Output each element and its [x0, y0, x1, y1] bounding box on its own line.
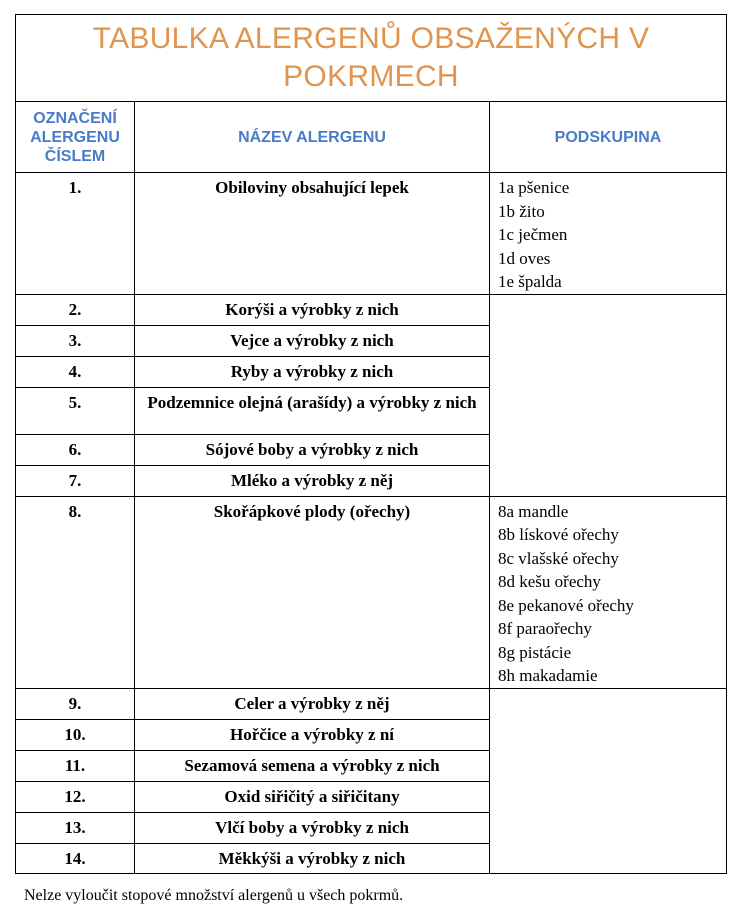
allergen-number: 5. — [16, 387, 135, 434]
allergen-number: 4. — [16, 356, 135, 387]
footnote: Nelze vyloučit stopové množství alergenů u všech pokrmů. — [24, 887, 404, 904]
allergen-name: Ryby a výrobky z nich — [135, 356, 490, 387]
header-number: OZNAČENÍ ALERGENU ČÍSLEM — [16, 102, 135, 173]
subgroup-item: 8c vlašské ořechy — [498, 548, 619, 568]
allergen-name: Sezamová semena a výrobky z nich — [135, 750, 490, 781]
allergen-number: 8. — [16, 496, 135, 688]
allergen-number: 9. — [16, 688, 135, 719]
allergen-name: Mléko a výrobky z něj — [135, 465, 490, 496]
header-name: NÁZEV ALERGENU — [135, 102, 490, 173]
table-row — [16, 496, 727, 688]
subgroup-item: 8a mandle — [498, 501, 569, 521]
subgroup-item: 8e pekanové ořechy — [498, 595, 634, 615]
subgroup-item: 8b lískové ořechy — [498, 525, 619, 544]
header-subgroup: PODSKUPINA — [490, 102, 727, 173]
allergen-number: 14. — [16, 843, 135, 873]
allergen-number: 3. — [16, 325, 135, 356]
subgroup-list — [490, 173, 727, 295]
subgroup-item: 1a pšenice — [498, 178, 570, 197]
allergen-name: Podzemnice olejná (arašídy) a výrobky z nich — [135, 387, 490, 434]
subgroup-item: 8f paraořechy — [498, 619, 592, 638]
table-title: TABULKA ALERGENŮ OBSAŽENÝCH V POKRMECH — [16, 15, 727, 102]
subgroup-item: 1b žito — [498, 201, 545, 221]
allergen-name: Vlčí boby a výrobky z nich — [135, 812, 490, 843]
allergen-name: Celer a výrobky z něj — [135, 688, 490, 719]
allergen-number: 11. — [16, 750, 135, 781]
subgroup-item: 1c ječmen — [498, 225, 568, 244]
table-row — [16, 173, 727, 295]
allergen-name: Obiloviny obsahující lepek — [135, 173, 490, 295]
allergen-number: 1. — [16, 173, 135, 295]
allergen-name: Skořápkové plody (ořechy) — [135, 496, 490, 688]
allergen-name: Sójové boby a výrobky z nich — [135, 434, 490, 465]
allergen-number: 12. — [16, 781, 135, 812]
allergen-number: 7. — [16, 465, 135, 496]
allergen-table — [15, 14, 727, 874]
table-row — [16, 294, 727, 325]
subgroup-item: 8h makadamie — [498, 666, 598, 685]
subgroup-empty — [490, 688, 727, 873]
allergen-number: 10. — [16, 719, 135, 750]
allergen-name: Korýši a výrobky z nich — [135, 294, 490, 325]
allergen-number: 6. — [16, 434, 135, 465]
allergen-name: Měkkýši a výrobky z nich — [135, 843, 490, 873]
subgroup-item: 8g pistácie — [498, 642, 572, 662]
subgroup-empty — [490, 294, 727, 496]
subgroup-item: 1e špalda — [498, 272, 562, 291]
allergen-number: 13. — [16, 812, 135, 843]
allergen-number: 2. — [16, 294, 135, 325]
subgroup-list — [490, 496, 727, 688]
table-row — [16, 688, 727, 719]
subgroup-item: 1d oves — [498, 248, 551, 268]
allergen-name: Oxid siřičitý a siřičitany — [135, 781, 490, 812]
allergen-name: Hořčice a výrobky z ní — [135, 719, 490, 750]
allergen-name: Vejce a výrobky z nich — [135, 325, 490, 356]
subgroup-item: 8d kešu ořechy — [498, 572, 601, 591]
